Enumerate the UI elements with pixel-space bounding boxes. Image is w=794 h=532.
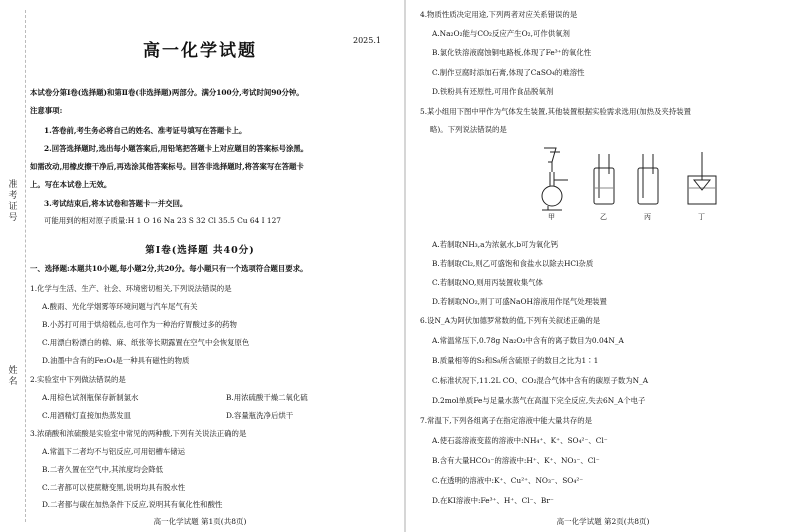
question-stem: 5.某小组用下图中甲作为气体发生装置,其他装置根据实验需求选用(加热及夹持装置 [420, 107, 691, 116]
question-stem: 2.实验室中下列做法错误的是 [30, 375, 126, 384]
question-option: C.标准状况下,11.2L CO、CO₂混合气体中含有的碳原子数为N_A [432, 376, 649, 385]
atomic-masses: 可能用到的相对原子质量:H 1 O 16 Na 23 S 32 Cl 35.5 Cu 64 I 127 [44, 216, 282, 225]
question-option: C.若制取NO,则用丙装置收集气体 [432, 278, 543, 287]
name-label: 姓名 [8, 366, 18, 387]
question-option: D.2mol单质Fe与足量水蒸气在高温下完全反应,失去6N_A个电子 [432, 396, 646, 405]
question-option: A.常温常压下,0.78g Na₂O₂中含有的离子数目为0.04N_A [432, 336, 624, 345]
question-option: B.氯化铁溶液腐蚀铜电路板,体现了Fe³⁺的氧化性 [432, 48, 592, 57]
section-title: 第Ⅰ卷(选择题 共40分) [145, 245, 255, 256]
exam-id-label: 准考证号 [8, 180, 18, 223]
question-option: C.二者都可以使蔗糖变黑,说明均具有脱水性 [42, 483, 186, 492]
question-option: C.制作豆腐时添加石膏,体现了CaSO₄的难溶性 [432, 68, 585, 77]
exam-title: 高一化学试题 [143, 41, 257, 61]
apparatus-diagram [538, 144, 748, 212]
apparatus-label: 丁 [698, 213, 705, 221]
question-stem: 6.设N_A为阿伏加德罗常数的值,下列有关叙述正确的是 [420, 316, 601, 325]
question-option: C.用漂白粉漂白的棉、麻、纸张等长期露置在空气中会恢复原色 [42, 338, 250, 347]
question-option: C.用酒精灯直接加热蒸发皿 [42, 411, 132, 420]
right-page [420, 0, 786, 532]
apparatus-label: 乙 [600, 213, 607, 221]
page-footer: 高一化学试题 第2页(共8页) [556, 517, 650, 526]
question-option: B.含有大量HCO₃⁻的溶液中:H⁺、K⁺、NO₃⁻、Cl⁻ [432, 456, 600, 465]
apparatus-label: 丙 [644, 213, 651, 221]
question-option: D.容量瓶洗净后烘干 [226, 411, 294, 420]
question-option: A.使石蕊溶液变蓝的溶液中:NH₄⁺、K⁺、SO₄²⁻、Cl⁻ [432, 436, 608, 445]
question-option: A.酸雨、光化学烟雾等环境问题与汽车尾气有关 [42, 302, 198, 311]
notice-item: 2.回答选择题时,选出每小题答案后,用铅笔把答题卡上对应题目的答案标号涂黑。 [44, 144, 309, 153]
question-option: C.在透明的溶液中:K⁺、Cu²⁺、NO₃⁻、SO₄²⁻ [432, 476, 584, 485]
apparatus-label: 甲 [548, 213, 555, 221]
question-option: A.若制取NH₃,a为浓氨水,b可为氧化钙 [432, 240, 559, 249]
question-option: A.常温下二者均不与铝反应,可用铝槽车储运 [42, 447, 186, 456]
question-stem: 1.化学与生活、生产、社会、环境密切相关,下列说法错误的是 [30, 284, 232, 293]
question-option: D.铁粉具有还原性,可用作食品脱氧剂 [432, 87, 554, 96]
question-option: D.在KI溶液中:Fe³⁺、H⁺、Cl⁻、Br⁻ [432, 496, 554, 505]
notice-item: 上。写在本试卷上无效。 [30, 180, 112, 189]
question-option: A.Na₂O₂能与CO₂反应产生O₂,可作供氧剂 [432, 29, 570, 38]
question-stem: 4.物质性质决定用途,下列两者对应关系错误的是 [420, 10, 578, 19]
question-option: A.用棕色试剂瓶保存新制氯水 [42, 393, 139, 402]
question-option: D.油墨中含有的Fe₃O₄是一种具有磁性的物质 [42, 356, 190, 365]
question-stem: 3.浓硝酸和浓硫酸是实验室中常见的两种酸,下列有关说法正确的是 [30, 429, 247, 438]
intro-line: 本试卷分第Ⅰ卷(选择题)和第Ⅱ卷(非选择题)两部分。满分100分,考试时间90分钟。 [30, 88, 304, 97]
question-option: B.用浓硫酸干燥二氧化硫 [226, 393, 308, 402]
notice-item: 如需改动,用橡皮擦干净后,再选涂其他答案标号。回答非选择题时,将答案写在答题卡 [30, 162, 304, 171]
question-option: D.若制取NO₂,则丁可盛NaOH溶液用作尾气处理装置 [432, 297, 607, 306]
question-option: B.小苏打可用于烘焙糕点,也可作为一种治疗胃酸过多的药物 [42, 320, 237, 329]
question-option: D.二者都与碳在加热条件下反应,说明其有氧化性和酸性 [42, 500, 223, 509]
notice-item: 3.考试结束后,将本试卷和答题卡一并交回。 [44, 199, 188, 208]
page-fold-divider [404, 0, 406, 532]
question-option: B.二者久置在空气中,其浓度均会降低 [42, 465, 163, 474]
page-footer: 高一化学试题 第1页(共8页) [153, 517, 247, 526]
notice-item: 1.答卷前,考生务必将自己的姓名、准考证号填写在答题卡上。 [44, 126, 247, 135]
question-option: B.若制取Cl₂,则乙可盛饱和食盐水以除去HCl杂质 [432, 259, 594, 268]
binding-margin [0, 0, 30, 532]
left-page [30, 0, 398, 532]
apparatus-figure [538, 144, 748, 222]
question-stem: 略)。下列说法错误的是 [430, 125, 507, 134]
question-option: B.质量相等的S₂和S₈所含硫原子的数目之比为1∶1 [432, 356, 599, 365]
notice-heading: 注意事项: [30, 106, 63, 115]
binding-line [25, 10, 26, 522]
question-stem: 7.常温下,下列各组离子在指定溶液中能大量共存的是 [420, 416, 592, 425]
exam-date: 2025.1 [353, 36, 381, 45]
section-description: 一、选择题:本题共10小题,每小题2分,共20分。每小题只有一个选项符合题目要求。 [30, 264, 308, 273]
